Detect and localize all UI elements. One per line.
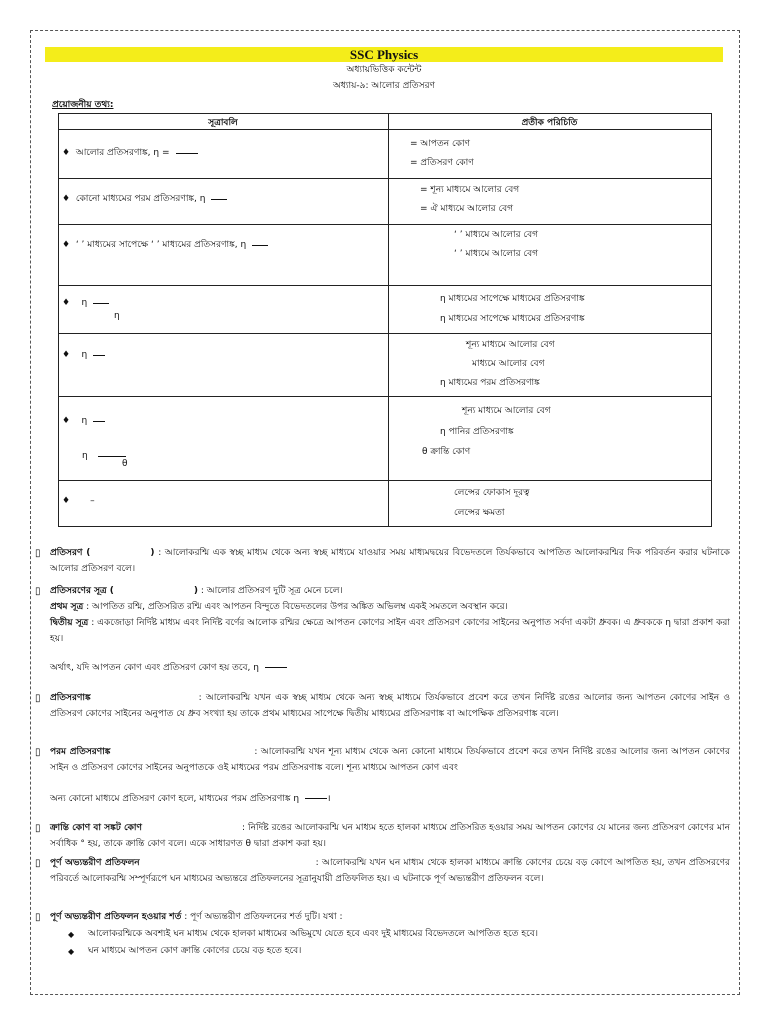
index-definition: প্রতিসরণাঙ্ক : আলোকরশ্মি যখন এক স্বচ্ছ মাধ্যম থেকে অন্য স্বচ্ছ মাধ্যমে তির্যকভাবে প্রবেশ করে তখন নির্দিষ্ট রঙের আলোর জন্য আপতন কোণের সাইন ও প্রতিসরণ কোণের সাইনের অনুপাত যে ধ্রুব সংখ্যা হয় তাকে প্রথম মাধ্যমের সাপেক্ষে দ্বিতীয় মাধ্যমের প্রতিসরণাঙ্ক বা আপেক্ষিক প্রতিসরণাঙ্ক বলে। — [50, 693, 730, 719]
chapter-subtitle: অধ্যায়ভিত্তিক কন্টেন্ট — [346, 65, 422, 75]
critical-angle-definition: ক্রান্তি কোণ বা সঙ্কট কোণ : নির্দিষ্ট রঙের আলোকরশ্মি ঘন মাধ্যম হতে হালকা মাধ্যমে প্রতিসরিত হওয়ার সময় আপতন কোণের যে মানের জন্য প্রতিসরণ কোণের মান সর্বাধিক ° হয়, তাকে ক্রান্তি কোণ বলে। একে সাধারণত θ দ্বারা প্রকাশ করা হয়। — [50, 823, 731, 849]
symbol-row-3b: ‘ ’ মাধ্যমে আলোর বেগ — [454, 249, 538, 259]
tir-condition-2: ঘন মাধ্যমে আপতন কোণ ক্রান্তি কোণের চেয়ে বড় হতে হবে। — [88, 946, 302, 956]
symbol-row-7a: লেন্সের ফোকাস দূরত্ব — [454, 488, 530, 498]
formula-row-4-denominator: η — [114, 311, 120, 321]
refraction-definition: প্রতিসরণ ( ) : আলোকরশ্মি এক স্বচ্ছ মাধ্যম থেকে অন্য স্বচ্ছ মাধ্যমে যাওয়ার সময় মাধ্যমদ্বয়ের বিভেদতলে তির্যকভাবে আপতিত আলোকরশ্মির দিক পরিবর্তন করার ঘটনাকে আলোর প্রতিসরণ বলে। — [50, 548, 730, 574]
symbol-row-5a: শূন্য মাধ্যমে আলোর বেগ — [466, 340, 555, 350]
diamond-bullet-2: ◆ — [68, 947, 75, 956]
checkbox-laws: ▯ — [35, 586, 41, 597]
symbol-row-4a: η মাধ্যমের সাপেক্ষে মাধ্যমের প্রতিসরণাঙ্ক — [440, 294, 585, 304]
formula-row-1: ♦ আলোর প্রতিসরণাঙ্ক, η = — [62, 147, 198, 159]
second-law: দ্বিতীয় সূত্র : একজোড়া নির্দিষ্ট মাধ্যম এবং নির্দিষ্ট বর্ণের আলোক রশ্মির ক্ষেত্রে আপতন কোণের সাইন এবং প্রতিসরণ কোণের সাইনের অনুপাত সর্বদা একটা ধ্রুবক। এ ধ্রুবককে η দ্বারা প্রকাশ করা হয়। — [50, 618, 730, 644]
symbol-row-6a: শূন্য মাধ্যমে আলোর বেগ — [462, 406, 551, 416]
tir-condition-1: আলোকরশ্মিকে অবশ্যই ঘন মাধ্যম থেকে হালকা মাধ্যমের অভিমুখে যেতে হবে এবং দুই মাধ্যমের বিভেদতলে আপতিত হতে হবে। — [88, 929, 538, 939]
symbol-row-6c: θ ক্রান্তি কোণ — [422, 447, 471, 457]
symbol-row-3a: ‘ ’ মাধ্যমে আলোর বেগ — [454, 230, 538, 240]
formula-row-6b: η — [82, 450, 126, 462]
first-law: প্রথম সূত্র : আপতিত রশ্মি, প্রতিসরিত রশ্মি এবং আপতন বিন্দুতে বিভেদতলের উপর অঙ্কিত অভিলম্ব একই সমতলে অবস্থান করে। — [50, 602, 508, 612]
symbol-row-1b: = প্রতিসরণ কোণ — [410, 158, 474, 168]
checkbox-tir: ▯ — [35, 858, 41, 869]
formula-row-2: ♦ কোনো মাধ্যমের পরম প্রতিসরণাঙ্ক, η — [62, 193, 227, 205]
checkbox-index: ▯ — [35, 693, 41, 704]
formula-row-6-theta: θ — [122, 459, 128, 469]
symbol-row-2a: = শূন্য মাধ্যমে আলোর বেগ — [420, 185, 520, 195]
symbol-column-header: প্রতীক পরিচিতি — [521, 118, 578, 128]
formula-table — [58, 113, 712, 527]
needed-info-heading: প্রয়োজনীয় তথ্য: — [52, 100, 114, 110]
checkbox-critical: ▯ — [35, 823, 41, 834]
symbol-row-5b: মাধ্যমে আলোর বেগ — [472, 359, 545, 369]
symbol-row-7b: লেন্সের ক্ষমতা — [454, 508, 505, 518]
symbol-row-4b: η মাধ্যমের সাপেক্ষে মাধ্যমের প্রতিসরণাঙ্ক — [440, 314, 585, 324]
symbol-row-6b: η পানির প্রতিসরণাঙ্ক — [440, 427, 514, 437]
formula-row-6a: ♦ η — [62, 415, 105, 427]
symbol-row-2b: = ঐ মাধ্যমে আলোর বেগ — [420, 204, 514, 214]
symbol-row-1a: = আপতন কোণ — [410, 139, 470, 149]
diamond-bullet-1: ◆ — [68, 930, 75, 939]
checkbox-tir-conditions: ▯ — [35, 912, 41, 923]
formula-row-3: ♦ ‘ ’ মাধ্যমের সাপেক্ষে ‘ ’ মাধ্যমের প্রতিসরণাঙ্ক, η — [62, 239, 268, 251]
page-title: SSC Physics — [45, 47, 723, 62]
refraction-laws: প্রতিসরণের সূত্র ( ) : আলোর প্রতিসরণ দুটি সূত্র মেনে চলে। — [50, 586, 343, 596]
checkbox-refraction: ▯ — [35, 548, 41, 559]
absolute-index-definition: পরম প্রতিসরণাঙ্ক : আলোকরশ্মি যখন শূন্য মাধ্যম থেকে অন্য কোনো মাধ্যমে তির্যকভাবে প্রবেশ করে তখন নির্দিষ্ট রঙের আলোর জন্য আপতন কোণের সাইন ও প্রতিসরণ কোণের সাইনের অনুপাতকে ওই মাধ্যমের পরম প্রতিসরণাঙ্ক বলে। শূন্য মাধ্যমে আপতন কোণ এবং — [50, 747, 730, 773]
formula-row-4: ♦ η — [62, 297, 109, 309]
formula-row-5: ♦ η — [62, 349, 105, 361]
formula-column-header: সূত্রাবলি — [208, 118, 238, 128]
therefore-line: অর্থাৎ, যদি আপতন কোণ এবং প্রতিসরণ কোণ হয় তবে, η — [50, 660, 730, 676]
symbol-row-5c: η মাধ্যমের পরম প্রতিসরণাঙ্ক — [440, 378, 540, 388]
tir-definition: পূর্ণ অভ্যন্তরীণ প্রতিফলন : আলোকরশ্মি যখন ঘন মাধ্যম থেকে হালকা মাধ্যমে ক্রান্তি কোণের চেয়ে বড় কোণে আপতিত হয়, তখন প্রতিসরণের পরিবর্তে আলোকরশ্মি সম্পূর্ণরূপে ঘন মাধ্যমের অভ্যন্তরে প্রতিফলনের সূত্রানুযায়ী প্রতিফলিত হয়। এ ঘটনাকে পূর্ণ অভ্যন্তরীণ প্রতিফলন বলে। — [50, 858, 730, 884]
tir-conditions: পূর্ণ অভ্যন্তরীণ প্রতিফলন হওয়ার শর্ত : পূর্ণ অভ্যন্তরীণ প্রতিফলনের শর্ত দুটি। যথা : — [50, 912, 343, 922]
chapter-name: অধ্যায়-৯: আলোর প্রতিসরণ — [333, 81, 435, 91]
checkbox-absolute: ▯ — [35, 747, 41, 758]
formula-row-7: ♦ – — [62, 496, 95, 506]
absolute-index-formula: অন্য কোনো মাধ্যমে প্রতিসরণ কোণ হলে, মাধ্যমের পরম প্রতিসরণাঙ্ক η । — [50, 794, 331, 804]
